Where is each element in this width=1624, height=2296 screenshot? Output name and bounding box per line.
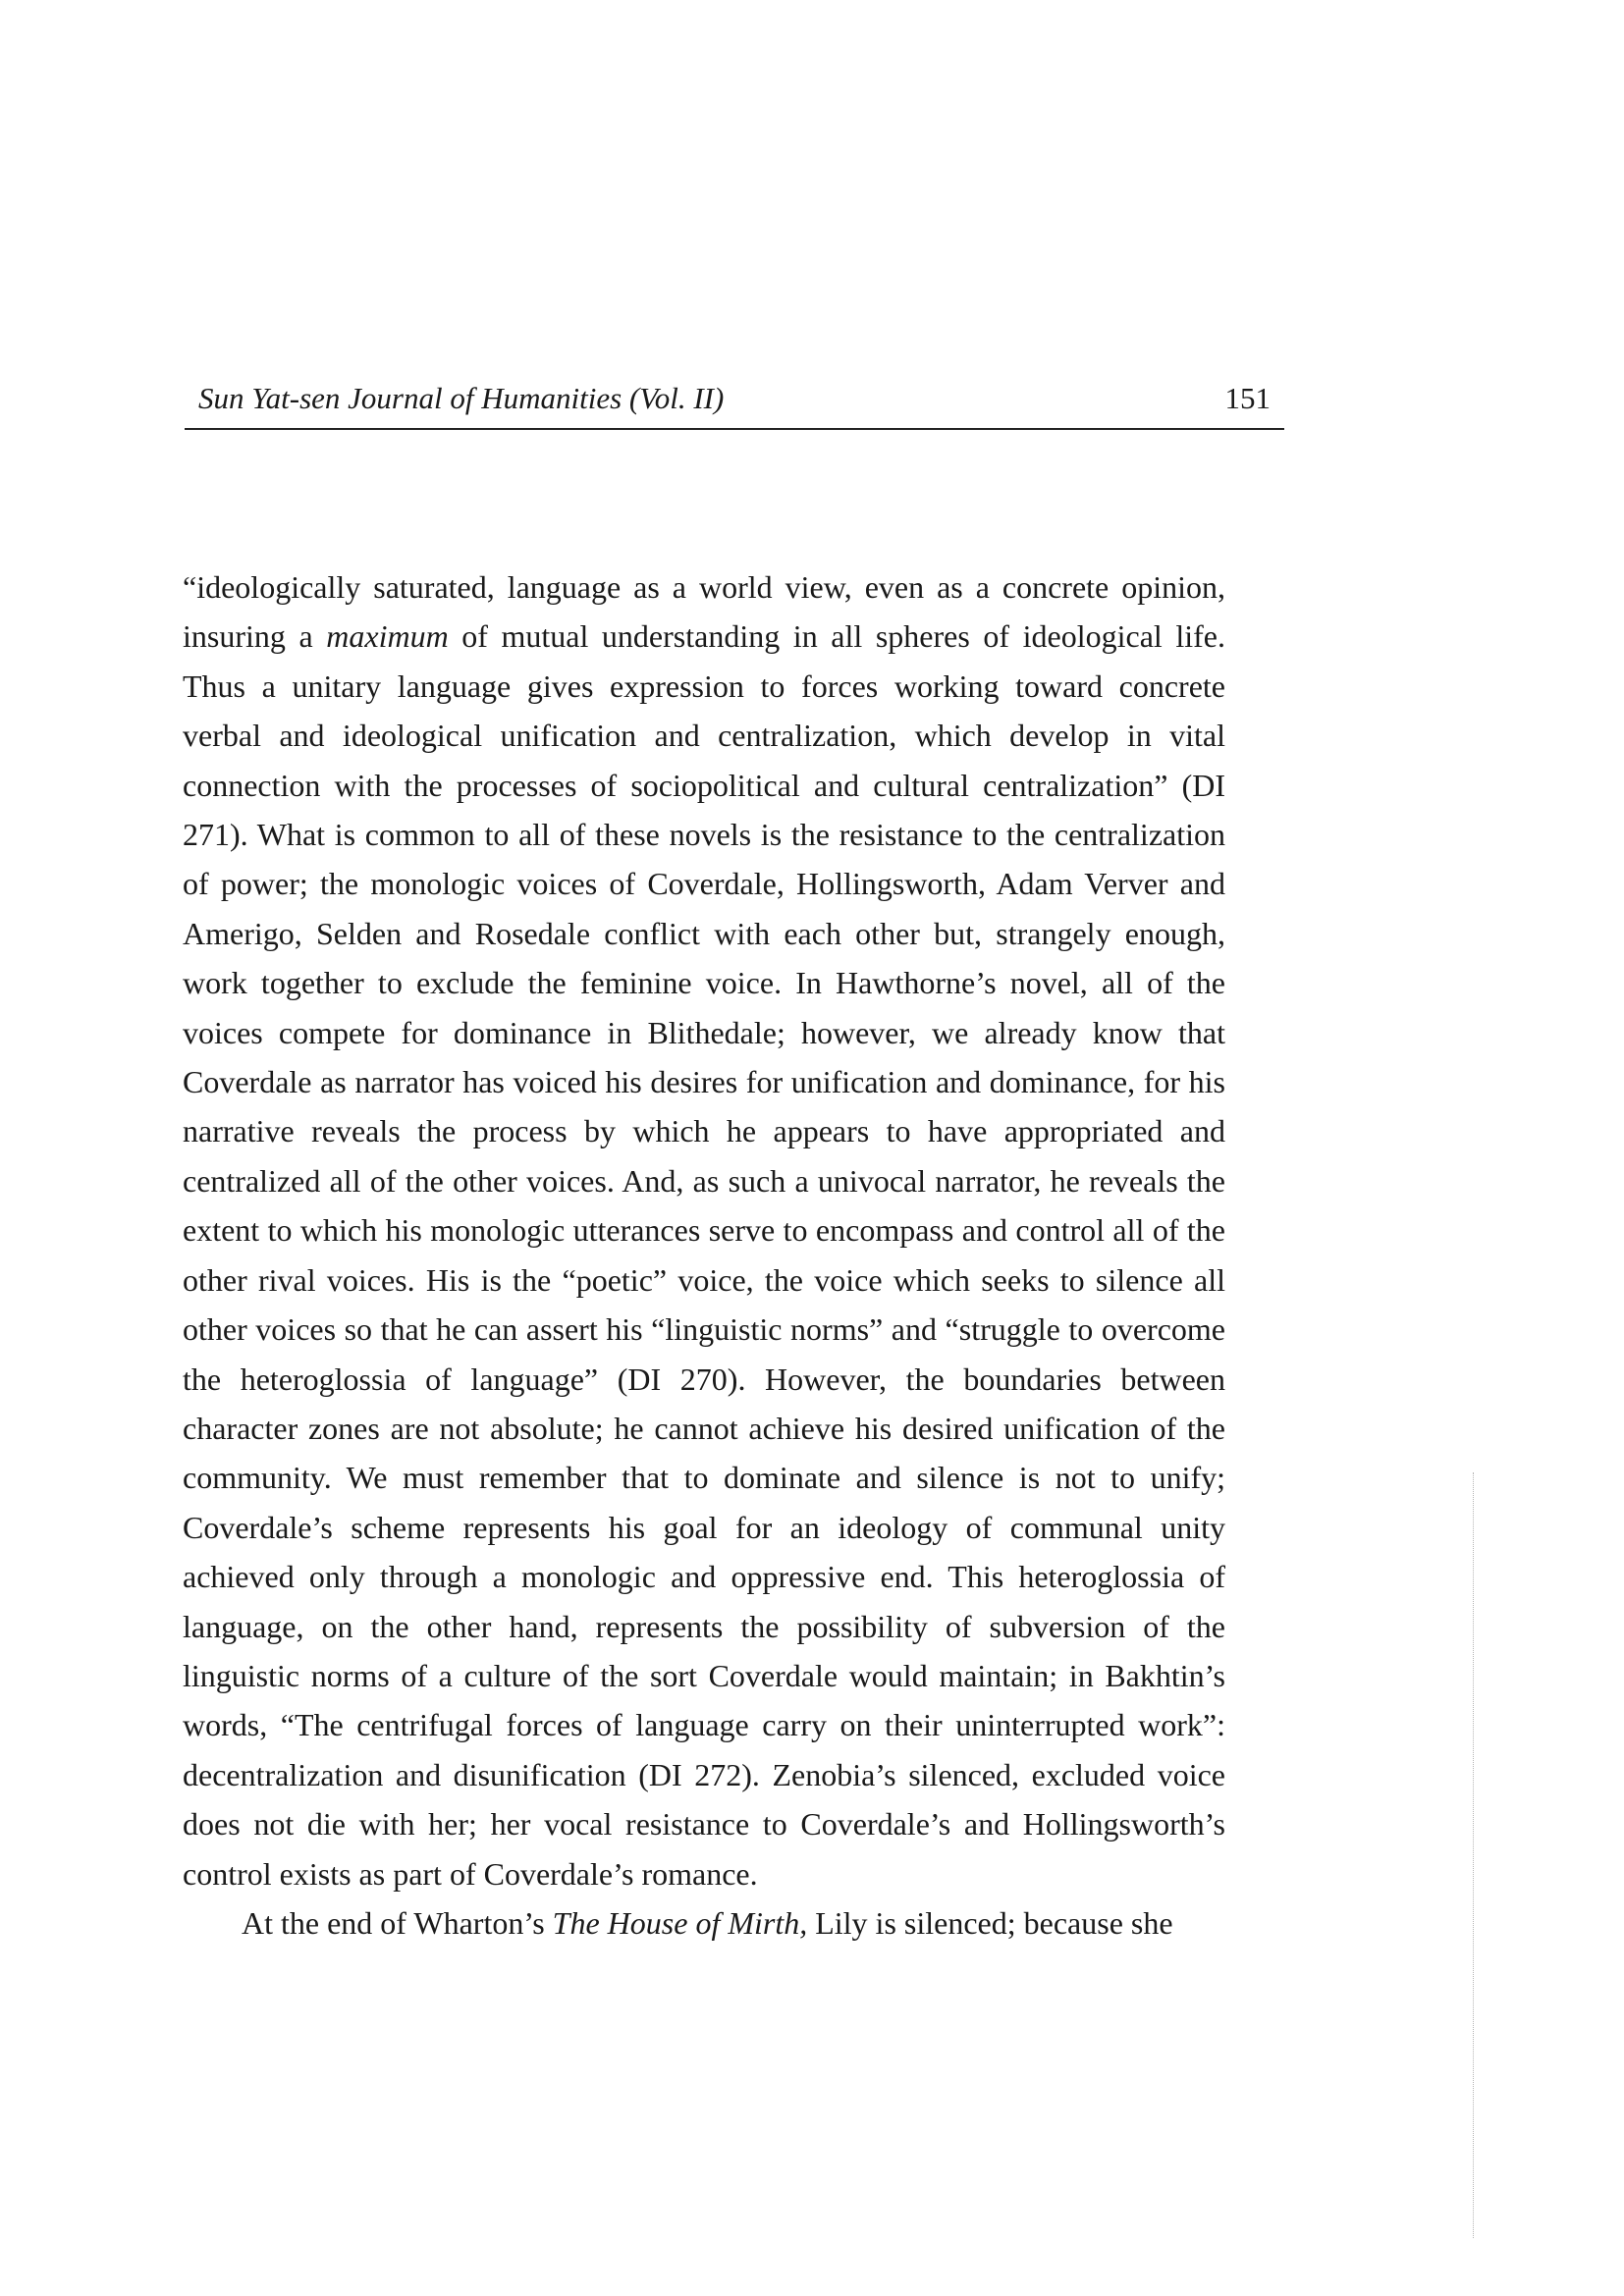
paragraph-1 bbox=[183, 562, 1225, 1898]
paragraph-2 bbox=[183, 1898, 1225, 1948]
page-number: 151 bbox=[1224, 381, 1271, 415]
scan-margin-line bbox=[1473, 1472, 1474, 2238]
book-title-house-of-mirth: The House of Mirth, bbox=[552, 1904, 808, 1941]
paragraph-1-text-a: “ideologically saturated, language as a world view, even as a concrete opinion, insuring a bbox=[183, 569, 1225, 655]
journal-title: Sun Yat-sen Journal of Humanities (Vol. II) bbox=[198, 381, 725, 415]
running-header bbox=[185, 373, 1284, 430]
paragraph-2-text-a: At the end of Wharton’s bbox=[242, 1904, 553, 1941]
body-text bbox=[183, 562, 1225, 1948]
emphasis-maximum: maximum bbox=[326, 618, 449, 655]
paragraph-2-text-b: Lily is silenced; because she bbox=[807, 1904, 1173, 1941]
paragraph-1-text-b: of mutual understanding in all spheres of ideological life. Thus a unitary language gives expression to forces working toward concrete verbal and ideological unification and centralization, which develop in vital connection with the processes of sociopolitical and cultural centralization” (DI 271). What is common to all of these novels is the resistance to the centralization of power; the monologic voices of Coverdale, Hollingsworth, Adam Verver and Amerigo, Selden and Rosedale conflict with each other but, strangely enough, work together to exclude the feminine voice. In Hawthorne’s novel, all of the voices compete for dominance in Blithedale; however, we already know that Coverdale as narrator has voiced his desires for unification and dominance, for his narrative reveals the process by which he appears to have appropriated and centralized all of the other voices. And, as such a univocal narrator, he reveals the extent to which his monologic utterances serve to encompass and control all of the other rival voices. His is the “poetic” voice, the voice which seeks to silence all other voices so that he can assert his “linguistic norms” and “struggle to overcome the heteroglossia of language” (DI 270). However, the boundaries between character zones are not absolute; he cannot achieve his desired unification of the community. We must remember that to dominate and silence is not to unify; Coverdale’s scheme represents his goal for an ideology of communal unity achieved only through a monologic and oppressive end. This heteroglossia of language, on the other hand, represents the possibility of subversion of the linguistic norms of a culture of the sort Coverdale would maintain; in Bakhtin’s words, “The centrifugal forces of language carry on their uninterrupted work”: decentralization and disunification (DI 272). Zenobia’s silenced, excluded voice does not die with her; her vocal resistance to Coverdale’s and Hollingsworth’s control exists as part of Coverdale’s romance. bbox=[183, 618, 1226, 1892]
